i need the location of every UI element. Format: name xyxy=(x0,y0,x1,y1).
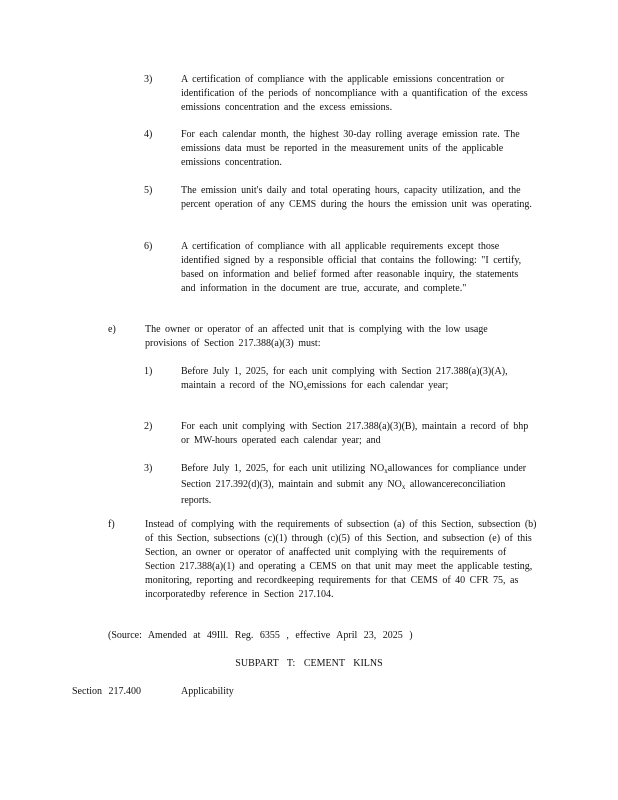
item-number: 3) xyxy=(144,74,153,85)
subsection-letter: e) xyxy=(108,324,116,335)
paragraph-item-5: The emission unit's daily and total operating hours, capacity utilization, and the percent operation of any CEMS during the hours the emission unit was operating. xyxy=(181,185,532,210)
item-number: 4) xyxy=(144,129,153,140)
paragraph-item-4: For each calendar month, the highest 30-day rolling average emission rate. The emissions data must be reported in the measurement units of the applicable emissions concentration. xyxy=(181,129,520,168)
subsection-letter: f) xyxy=(108,519,115,530)
item-number: 2) xyxy=(144,421,153,432)
paragraph-subsection-e: The owner or operator of an affected unit that is complying with the low usage provisions of Section 217.388(a)(3) must: xyxy=(145,324,488,349)
paragraph-item-3: A certification of compliance with the applicable emissions concentration or identification of the periods of noncompliance with a quantification of the excess emissions concentration and the excess emissions. xyxy=(181,74,528,113)
subpart-heading: SUBPART T: CEMENT KILNS xyxy=(235,658,383,669)
paragraph-item-6: A certification of compliance with all applicable requirements except those identified signed by a responsible official that contains the following: "I certify, based on information and belief formed after reasonable inquiry, the statements and information in the document are true, accurate, and complete." xyxy=(181,241,522,294)
paragraph-subsection-f: Instead of complying with the requirements of subsection (a) of this Section, subsection (b) of this Section, subsections (c)(1) through (c)(5) of this Section, and subsection (e) of this Section, an owner or operator of anaffected unit complying with the requirements of Section 217.388(a)(1) and operating a CEMS on that unit may meet the applicable testing, monitoring, reporting and recordkeeping requirements for that CEMS of 40 CFR 75, as incorporatedby reference in Section 217.104. xyxy=(145,519,537,600)
paragraph-e-2: For each unit complying with Section 217.388(a)(3)(B), maintain a record of bhp or MW-hours operated each calendar year; and xyxy=(181,421,529,446)
item-number: 6) xyxy=(144,241,153,252)
item-number: 5) xyxy=(144,185,153,196)
source-note: (Source: Amended at 49Ill. Reg. 6355 , effective April 23, 2025 ) xyxy=(108,630,413,641)
paragraph-e-3: Before July 1, 2025, for each unit utilizing $NO_xallowances$ for compliance under Section 217.392(d)(3), maintain and submit any $NO_x$ allowancereconciliation reports. xyxy=(181,463,527,506)
section-title: Applicability xyxy=(181,686,234,697)
item-number: 3) xyxy=(144,463,153,474)
item-number: 1) xyxy=(144,366,153,377)
section-number: Section 217.400 xyxy=(72,686,141,697)
paragraph-e-1: Before July 1, 2025, for each unit complying with Section 217.388(a)(3)(A), maintain a record of the $NO_xemissions$ for each calendar year; xyxy=(181,366,508,392)
